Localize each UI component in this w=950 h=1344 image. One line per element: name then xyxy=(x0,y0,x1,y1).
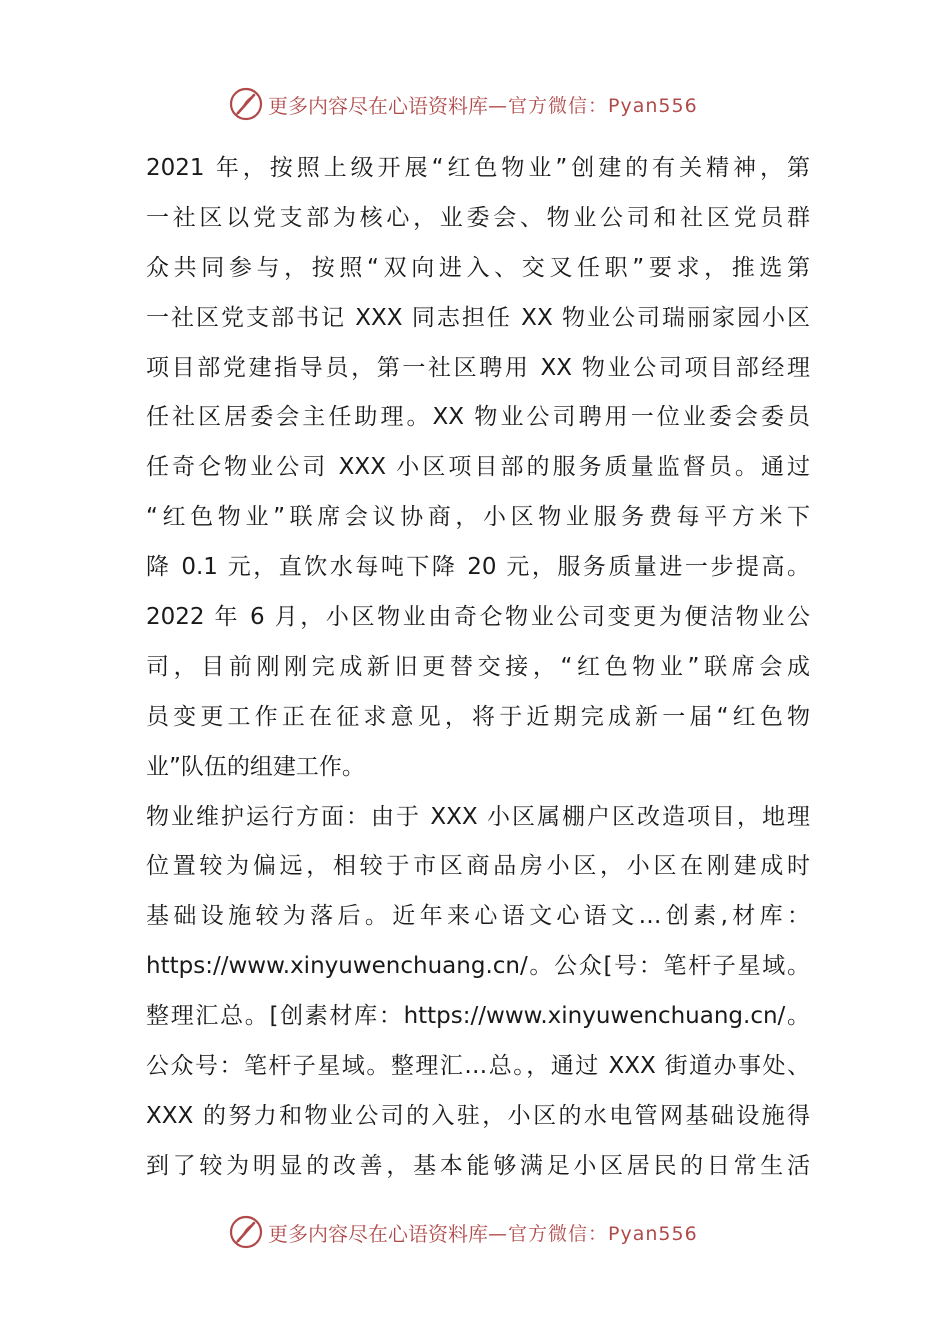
banner-wechat-text: —官方微信：Pyan556 xyxy=(488,1222,698,1245)
text-line: 众共同参与，按照“双向进入、交叉任职”要求，推选第 xyxy=(146,254,810,281)
text-line: 司，目前刚刚完成新旧更替交接，“红色物业”联席会成 xyxy=(146,653,810,680)
quill-logo-icon xyxy=(228,1214,264,1250)
text-line: XXX 的努力和物业公司的入驻，小区的水电管网基础设施得 xyxy=(146,1102,810,1129)
text-line: 位置较为偏远，相较于市区商品房小区，小区在刚建成时 xyxy=(146,853,810,880)
text-line: 业”队伍的组建工作。 xyxy=(146,753,365,780)
header-watermark-banner xyxy=(228,84,698,124)
banner-wechat-text: —官方微信：Pyan556 xyxy=(488,94,698,117)
text-line: 一社区党支部书记 XXX 同志担任 XX 物业公司瑞丽家园小区 xyxy=(146,304,810,331)
text-line: 基础设施较为落后。近年来心语文心语文…创素,材库： xyxy=(146,903,810,930)
text-line: https://www.xinyuwenchuang.cn/。公众[号：笔杆子星域。 xyxy=(146,953,810,980)
banner-main-text: 更多内容尽在心语资料库 xyxy=(268,1221,488,1246)
text-line: 公众号：笔杆子星域。整理汇…总。，通过 XXX 街道办事处、 xyxy=(146,1053,810,1080)
text-line: 员变更工作正在征求意见，将于近期完成新一届“红色物 xyxy=(146,703,810,730)
text-line: 项目部党建指导员，第一社区聘用 XX 物业公司项目部经理 xyxy=(146,354,810,381)
document-body xyxy=(146,144,810,1192)
text-line: 任社区居委会主任助理。XX 物业公司聘用一位业委会委员 xyxy=(146,404,810,431)
text-line: “红色物业”联席会议协商，小区物业服务费每平方米下 xyxy=(146,504,810,531)
text-line: 到了较为明显的改善，基本能够满足小区居民的日常生活 xyxy=(146,1152,810,1179)
text-line: 整理汇总。[创素材库：https://www.xinyuwenchuang.cn/。 xyxy=(146,1003,810,1030)
banner-main-text: 更多内容尽在心语资料库 xyxy=(268,93,488,118)
text-line: 2022 年 6 月，小区物业由奇仑物业公司变更为便洁物业公 xyxy=(146,604,810,631)
text-line: 降 0.1 元，直饮水每吨下降 20 元，服务质量进一步提高。 xyxy=(146,554,810,581)
text-line: 任奇仑物业公司 XXX 小区项目部的服务质量监督员。通过 xyxy=(146,454,810,481)
text-line: 一社区以党支部为核心，业委会、物业公司和社区党员群 xyxy=(146,204,810,231)
footer-watermark-banner xyxy=(228,1212,698,1252)
quill-logo-icon xyxy=(228,86,264,122)
text-line: 2021 年，按照上级开展“红色物业”创建的有关精神，第 xyxy=(146,155,810,181)
text-line: 物业维护运行方面：由于 XXX 小区属棚户区改造项目，地理 xyxy=(146,803,810,830)
